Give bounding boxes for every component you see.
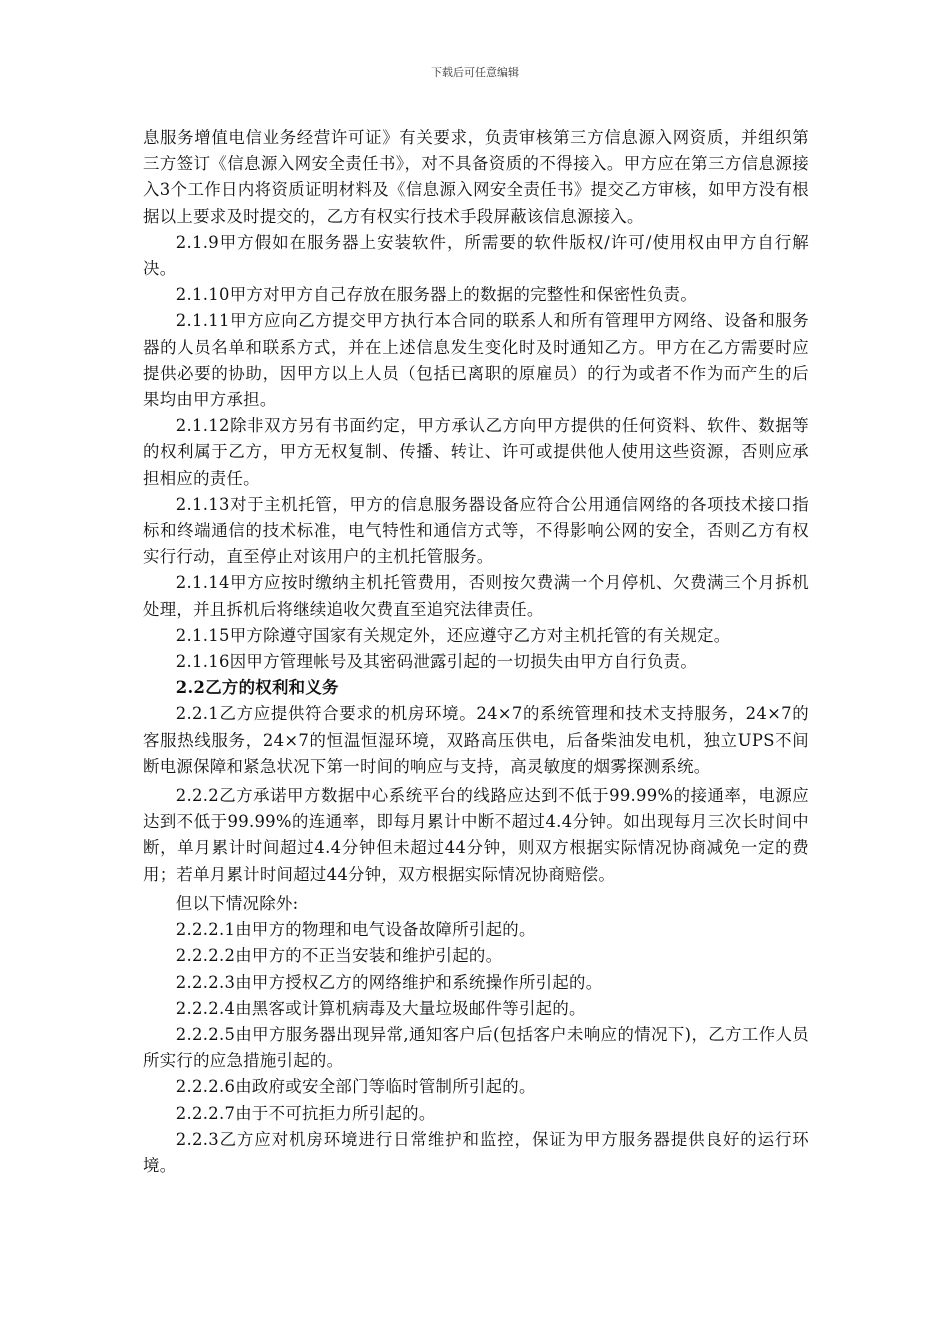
paragraph: 2.2.1乙方应提供符合要求的机房环境。24×7的系统管理和技术支持服务，24×7的客服热线服务，24×7的恒温恒湿环境，双路高压供电，后备柴油发电机，独立UPS不间断电源保障和紧急状况下第一时间的响应与支持，高灵敏度的烟雾探测系统。: [143, 704, 809, 776]
paragraph: 2.1.10甲方对甲方自己存放在服务器上的数据的完整性和保密性负责。: [175, 285, 698, 305]
paragraph: 2.1.15甲方除遵守国家有关规定外，还应遵守乙方对主机托管的有关规定。: [175, 625, 731, 645]
paragraph: 2.2.2.7由于不可抗拒力所引起的。: [175, 1103, 436, 1123]
paragraph: 但以下情况除外:: [175, 893, 299, 913]
document-body: [143, 125, 809, 1179]
paragraph: 2.2.2.6由政府或安全部门等临时管制所引起的。: [175, 1077, 536, 1097]
paragraph: 2.2.2.5由甲方服务器出现异常,通知客户后(包括客户未响应的情况下)，乙方工作人员所实行的应急措施引起的。: [143, 1024, 809, 1071]
paragraph: 2.2.2.2由甲方的不正当安装和维护引起的。: [175, 946, 503, 966]
paragraph: 2.2.2.1由甲方的物理和电气设备故障所引起的。: [175, 920, 536, 940]
paragraph: 2.2.2.4由黑客或计算机病毒及大量垃圾邮件等引起的。: [175, 998, 586, 1018]
paragraph: 2.1.12除非双方另有书面约定，甲方承认乙方向甲方提供的任何资料、软件、数据等的权利属于乙方，甲方无权复制、传播、转让、许可或提供他人使用这些资源，否则应承担相应的责任。: [143, 416, 809, 488]
paragraph: 息服务增值电信业务经营许可证》有关要求，负责审核第三方信息源入网资质，并组织第三方签订《信息源入网安全责任书》，对不具备资质的不得接入。甲方应在第三方信息源接入3个工作日内将资质证明材料及《信息源入网安全责任书》提交乙方审核，如甲方没有根据以上要求及时提交的，乙方有权实行技术手段屏蔽该信息源接入。: [143, 128, 809, 226]
paragraph: 2.2.2.3由甲方授权乙方的网络维护和系统操作所引起的。: [175, 972, 603, 992]
paragraph: 2.1.9甲方假如在服务器上安装软件，所需要的软件版权/许可/使用权由甲方自行解决。: [143, 232, 809, 279]
paragraph: 2.2.2乙方承诺甲方数据中心系统平台的线路应达到不低于99.99%的接通率，电源应达到不低于99.99%的连通率，即每月累计中断不超过4.4分钟。如出现每月三次长时间中断，单月累计时间超过4.4分钟但未超过44分钟，则双方根据实际情况协商减免一定的费用；若单月累计时间超过44分钟，双方根据实际情况协商赔偿。: [143, 786, 809, 884]
section-heading: 2.2乙方的权利和义务: [175, 678, 339, 698]
page-header: 下载后可任意编辑: [431, 66, 519, 79]
paragraph: 2.1.16因甲方管理帐号及其密码泄露引起的一切损失由甲方自行负责。: [175, 652, 698, 672]
paragraph: 2.1.11甲方应向乙方提交甲方执行本合同的联系人和所有管理甲方网络、设备和服务器的人员名单和联系方式，并在上述信息发生变化时及时通知乙方。甲方在乙方需要时应提供必要的协助，因甲方以上人员（包括已离职的原雇员）的行为或者不作为而产生的后果均由甲方承担。: [143, 311, 809, 410]
paragraph: 2.1.13对于主机托管，甲方的信息服务器设备应符合公用通信网络的各项技术接口指标和终端通信的技术标准，电气特性和通信方式等，不得影响公网的安全，否则乙方有权实行行动，直至停止对该用户的主机托管服务。: [143, 494, 809, 567]
paragraph: 2.2.3乙方应对机房环境进行日常维护和监控，保证为甲方服务器提供良好的运行环境。: [143, 1129, 809, 1175]
paragraph: 2.1.14甲方应按时缴纳主机托管费用，否则按欠费满一个月停机、欠费满三个月拆机处理，并且拆机后将继续追收欠费直至追究法律责任。: [143, 573, 809, 619]
